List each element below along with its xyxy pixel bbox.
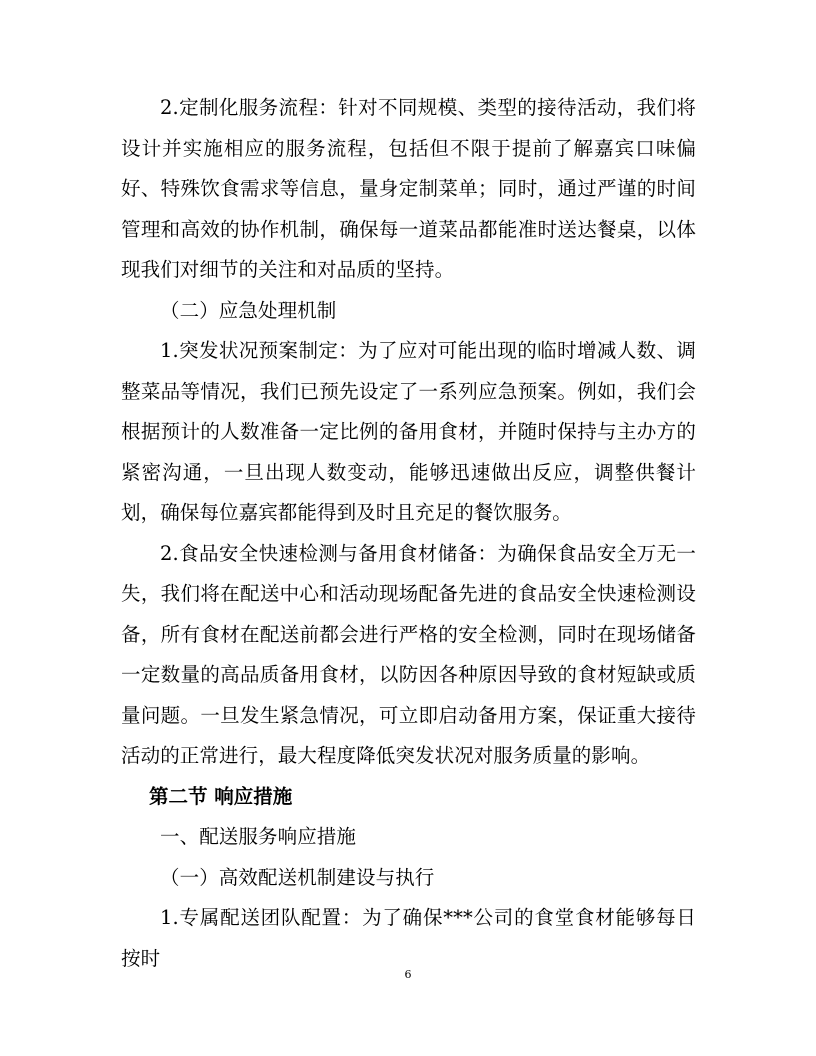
paragraph-custom-service-flow: 2.定制化服务流程：针对不同规模、类型的接待活动，我们将设计并实施相应的服务流程，包括但不限于提前了解嘉宾口味偏好、特殊饮食需求等信息，量身定制菜单；同时，通过严谨的时间管理和高效的协作机制，确保每一道菜品都能准时送达餐桌，以体现我们对细节的关注和对品质的坚持。 xyxy=(121,96,696,281)
subheading-delivery-response: 一、配送服务响应措施 xyxy=(160,825,357,848)
document-body xyxy=(121,88,696,979)
paragraph-emergency-plan: 1.突发状况预案制定：为了应对可能出现的临时增减人数、调整菜品等情况，我们已预先设定了一系列应急预案。例如，我们会根据预计的人数准备一定比例的备用食材，并随时保持与主办方的紧密沟通，一旦出现人数变动，能够迅速做出反应，调整供餐计划，确保每位嘉宾都能得到及时且充足的餐饮服务。 xyxy=(121,339,696,524)
paragraph-food-safety: 2.食品安全快速检测与备用食材储备：为确保食品安全万无一失，我们将在配送中心和活动现场配备先进的食品安全快速检测设备，所有食材在配送前都会进行严格的安全检测，同时在现场储备一定数量的高品质备用食材，以防因各种原因导致的食材短缺或质量问题。一旦发生紧急情况，可立即启动备用方案，保证重大接待活动的正常进行，最大程度降低突发状况对服务质量的影响。 xyxy=(121,541,696,767)
subheading-efficient-delivery: （一）高效配送机制建设与执行 xyxy=(160,865,435,889)
paragraph-dedicated-team: 1.专属配送团队配置：为了确保***公司的食堂食材能够每日按时 xyxy=(121,906,696,970)
section-heading-response-measures: 第二节 响应措施 xyxy=(149,784,293,808)
subheading-emergency-mechanism: （二）应急处理机制 xyxy=(160,298,337,322)
page-number: 6 xyxy=(404,968,412,981)
